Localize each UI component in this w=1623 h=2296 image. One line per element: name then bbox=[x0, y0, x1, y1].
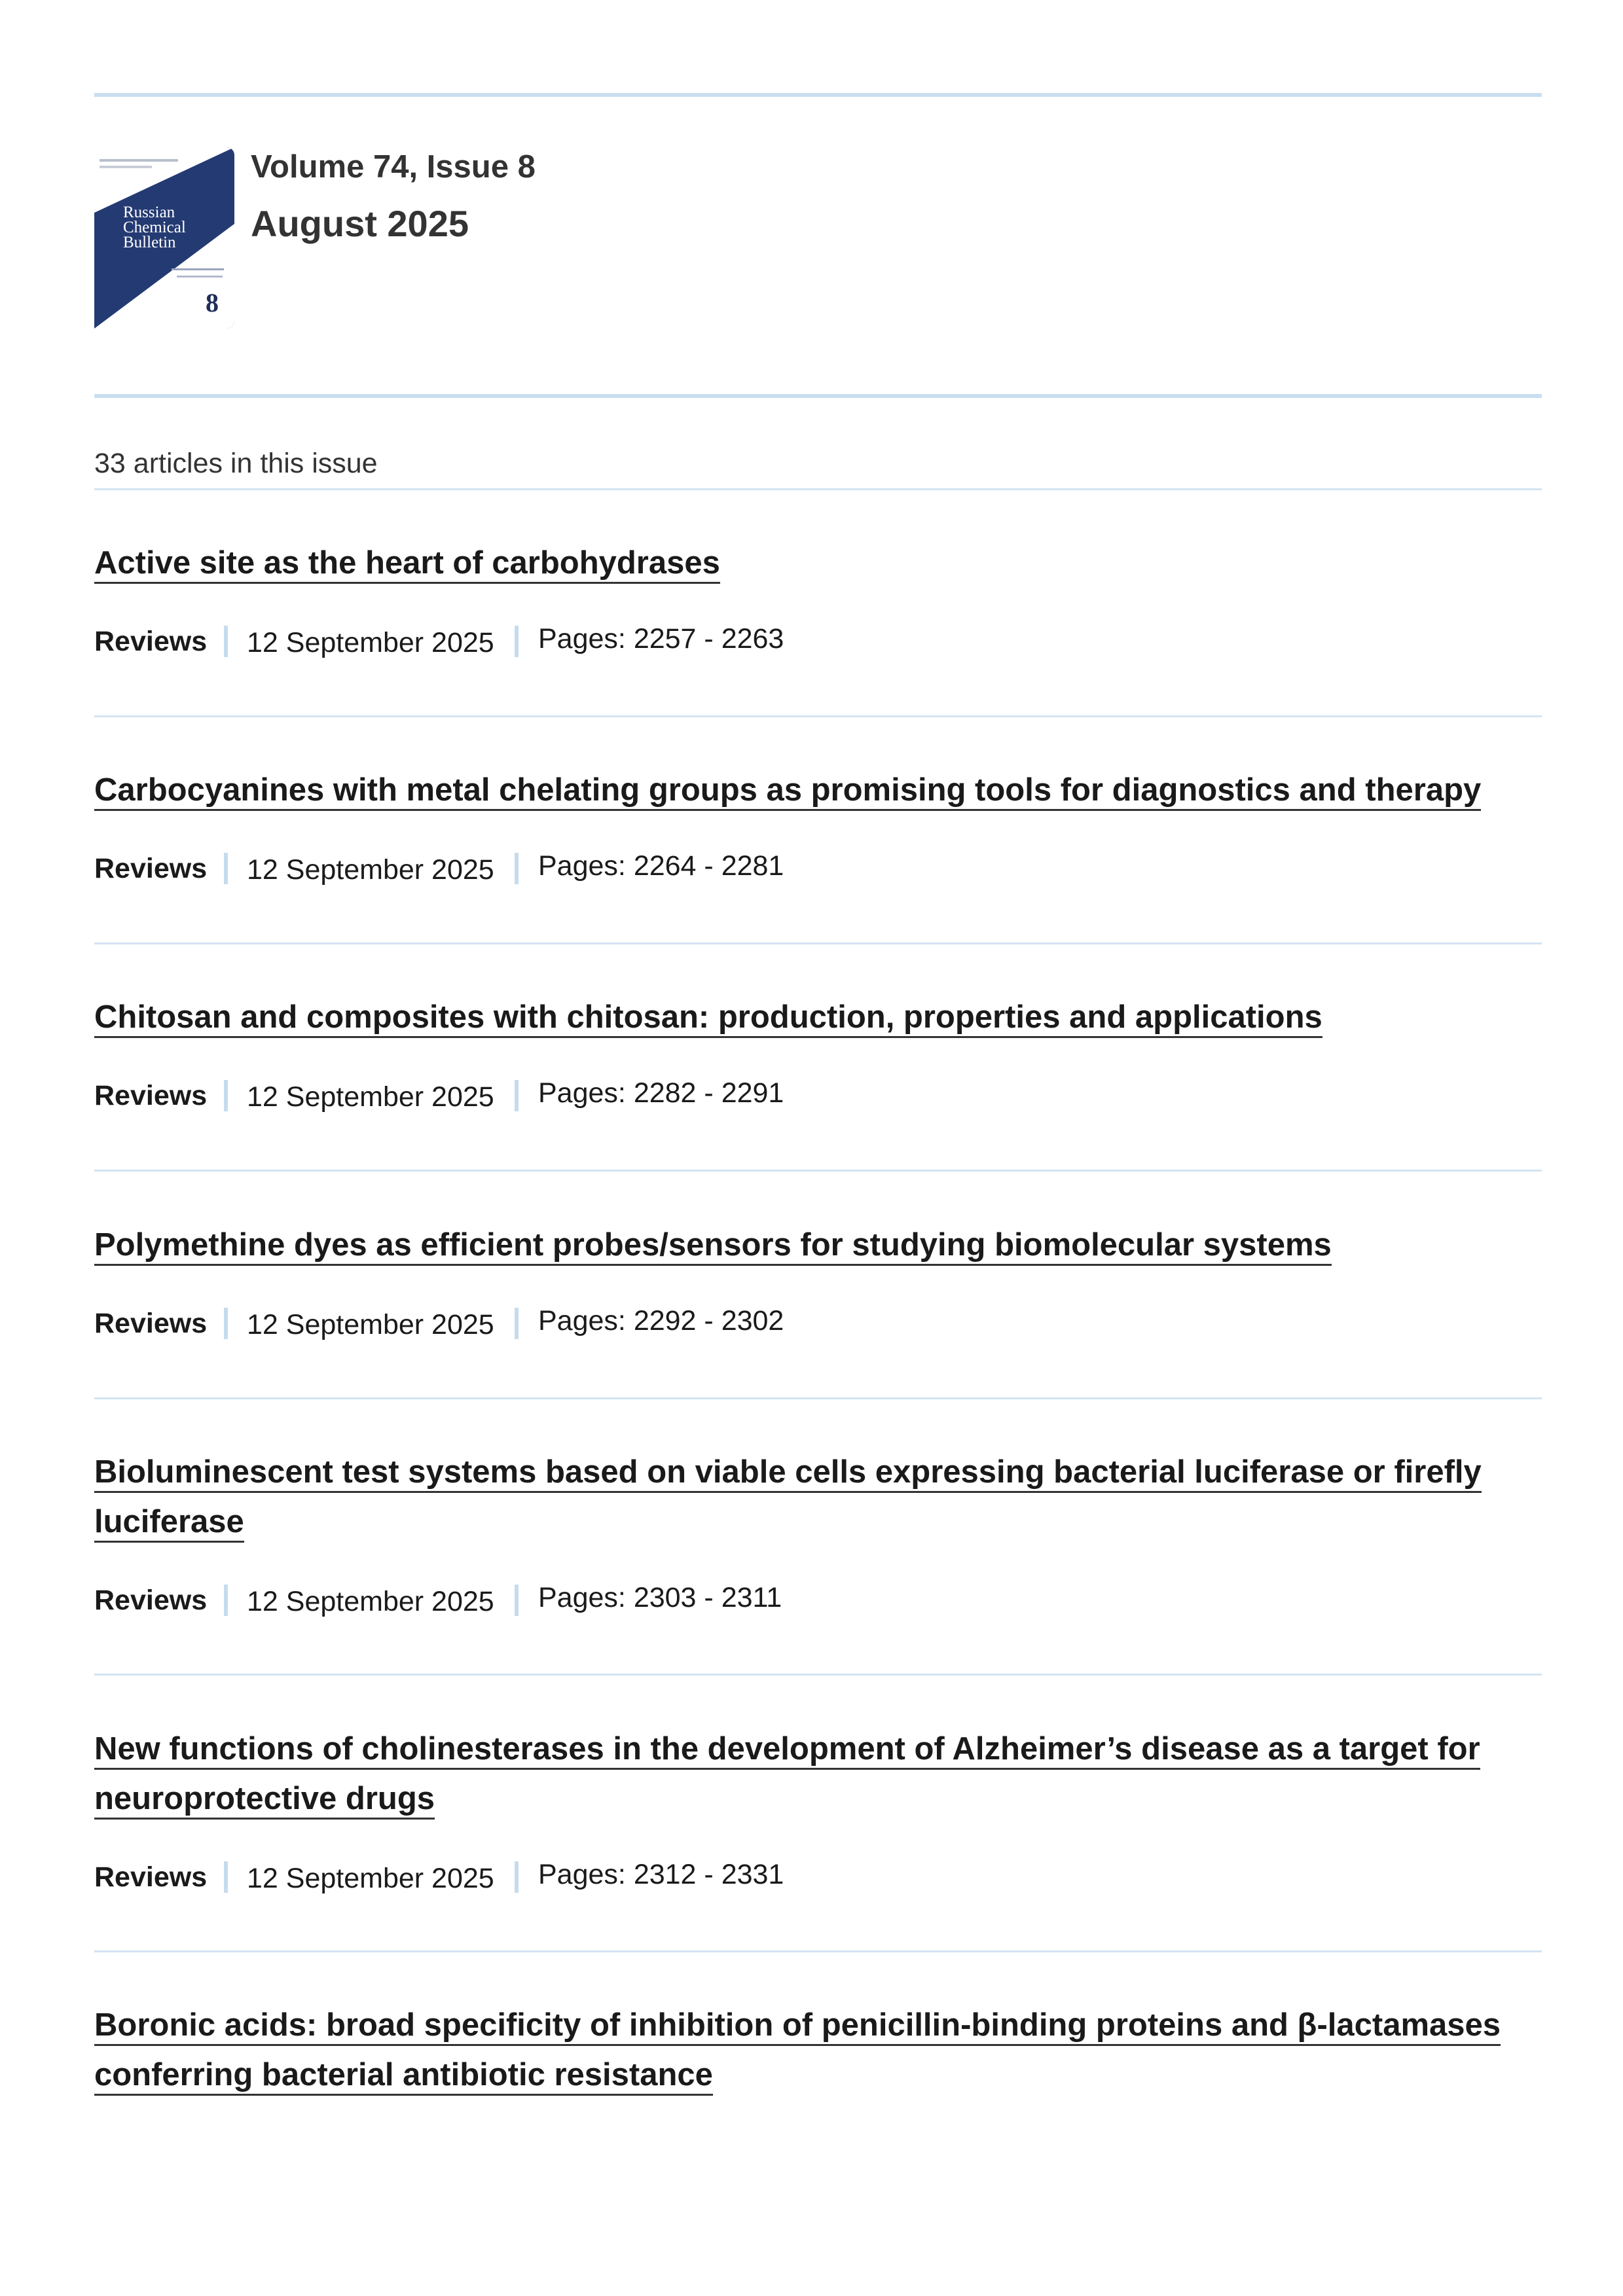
meta-separator bbox=[224, 1585, 228, 1616]
article-item bbox=[94, 765, 1542, 886]
cover-text-line bbox=[177, 276, 223, 278]
article-title[interactable]: Active site as the heart of carbohydrases bbox=[94, 545, 720, 584]
issue-date: August 2025 bbox=[251, 203, 469, 244]
cover-corner-decoration bbox=[94, 147, 234, 213]
article-type: Reviews bbox=[94, 853, 208, 884]
article-item bbox=[94, 538, 1542, 658]
article-title-link[interactable] bbox=[94, 538, 1542, 588]
article-type: Reviews bbox=[94, 1861, 208, 1893]
article-type: Reviews bbox=[94, 1080, 208, 1111]
article-title-link[interactable] bbox=[94, 1447, 1542, 1547]
article-date: 12 September 2025 bbox=[247, 1586, 494, 1617]
article-count: 33 articles in this issue bbox=[94, 448, 378, 479]
article-title-line[interactable]: New functions of cholinesterases in the development of Alzheimer’s disease as a target for bbox=[94, 1731, 1480, 1770]
article-divider bbox=[94, 1950, 1542, 1952]
article-divider bbox=[94, 942, 1542, 944]
top-divider bbox=[94, 93, 1542, 97]
article-type: Reviews bbox=[94, 1308, 208, 1339]
article-date: 12 September 2025 bbox=[247, 1081, 494, 1113]
article-date: 12 September 2025 bbox=[247, 1309, 494, 1340]
article-title[interactable]: Polymethine dyes as efficient probes/sensors for studying biomolecular systems bbox=[94, 1227, 1332, 1266]
article-title[interactable]: Chitosan and composites with chitosan: production, properties and applications bbox=[94, 999, 1322, 1038]
article-item bbox=[94, 1724, 1542, 1894]
header-divider bbox=[94, 394, 1542, 398]
article-divider bbox=[94, 715, 1542, 717]
cover-text-line bbox=[172, 268, 224, 270]
volume-issue-label: Volume 74, Issue 8 bbox=[251, 149, 536, 185]
article-title-link[interactable] bbox=[94, 992, 1542, 1042]
count-divider bbox=[94, 488, 1542, 490]
article-title-line[interactable]: luciferase bbox=[94, 1504, 244, 1543]
article-pages: Pages: 2312 - 2331 bbox=[538, 1859, 784, 1890]
article-type: Reviews bbox=[94, 626, 208, 657]
issue-header bbox=[94, 147, 1542, 331]
meta-separator bbox=[515, 1080, 519, 1111]
meta-separator bbox=[515, 626, 519, 657]
article-pages: Pages: 2282 - 2291 bbox=[538, 1077, 784, 1109]
article-title-link[interactable] bbox=[94, 765, 1542, 815]
meta-separator bbox=[224, 1080, 228, 1111]
article-title-line[interactable]: neuroprotective drugs bbox=[94, 1781, 435, 1820]
meta-separator bbox=[224, 1861, 228, 1893]
article-item bbox=[94, 1447, 1542, 1617]
meta-separator bbox=[224, 626, 228, 657]
article-title-line[interactable]: Boronic acids: broad specificity of inhibition of penicillin-binding proteins and β-lactamases bbox=[94, 2007, 1501, 2046]
article-title-link[interactable] bbox=[94, 2000, 1542, 2100]
article-pages: Pages: 2264 - 2281 bbox=[538, 850, 784, 882]
article-pages: Pages: 2303 - 2311 bbox=[538, 1582, 782, 1613]
article-pages: Pages: 2292 - 2302 bbox=[538, 1305, 784, 1336]
article-date: 12 September 2025 bbox=[247, 1863, 494, 1894]
article-date: 12 September 2025 bbox=[247, 854, 494, 886]
meta-separator bbox=[224, 853, 228, 884]
cover-issue-number: 8 bbox=[206, 288, 219, 317]
article-title-link[interactable] bbox=[94, 1220, 1542, 1270]
meta-separator bbox=[224, 1308, 228, 1339]
article-type: Reviews bbox=[94, 1585, 208, 1616]
meta-separator bbox=[515, 853, 519, 884]
article-divider bbox=[94, 1170, 1542, 1172]
article-divider bbox=[94, 1674, 1542, 1676]
cover-text-line bbox=[100, 159, 178, 162]
article-item bbox=[94, 1220, 1542, 1340]
article-date: 12 September 2025 bbox=[247, 627, 494, 658]
meta-separator bbox=[515, 1308, 519, 1339]
article-divider bbox=[94, 1397, 1542, 1399]
article-title[interactable]: Carbocyanines with metal chelating groups as promising tools for diagnostics and therapy bbox=[94, 772, 1481, 811]
meta-separator bbox=[515, 1585, 519, 1616]
article-item bbox=[94, 2000, 1542, 2100]
article-title-line[interactable]: Bioluminescent test systems based on viable cells expressing bacterial luciferase or firefly bbox=[94, 1454, 1482, 1493]
article-title-link[interactable] bbox=[94, 1724, 1542, 1823]
article-item bbox=[94, 992, 1542, 1113]
cover-text-line bbox=[100, 166, 152, 168]
journal-cover-image[interactable] bbox=[94, 147, 234, 329]
cover-journal-name: Russian Chemical Bulletin bbox=[123, 204, 186, 251]
article-pages: Pages: 2257 - 2263 bbox=[538, 623, 784, 655]
meta-separator bbox=[515, 1861, 519, 1893]
article-title-line[interactable]: conferring bacterial antibiotic resistance bbox=[94, 2057, 713, 2096]
